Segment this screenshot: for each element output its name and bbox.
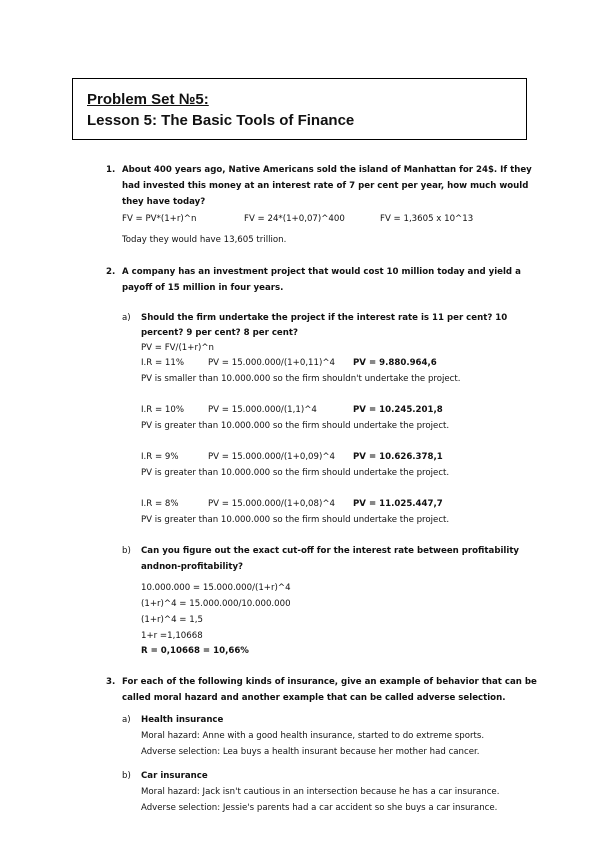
- q3a-adverse-selection: Adverse selection: Lea buys a health insurant because her mother had cancer.: [141, 747, 480, 757]
- q2a-row4-rate: I.R = 8%: [141, 499, 179, 509]
- q2b-question-line1: Can you figure out the exact cut-off for the interest rate between profitability: [141, 546, 520, 556]
- q2a-row4-result: PV = 11.025.447,7: [353, 499, 443, 509]
- q2-question-line2: payoff of 15 million in four years.: [122, 283, 284, 293]
- q2a-row1-rate: I.R = 11%: [141, 358, 185, 368]
- q2a-formula: PV = FV/(1+r)^n: [141, 343, 214, 353]
- q3a-label: a): [122, 715, 131, 725]
- q2b-step3: (1+r)^4 = 1,5: [141, 615, 203, 625]
- q1-formula-result: FV = 1,3605 x 10^13: [380, 214, 474, 224]
- q2a-row3-calc: PV = 15.000.000/(1+0,09)^4: [208, 452, 336, 462]
- title-box: [72, 78, 527, 140]
- q2a-question-line2: percent? 9 per cent? 8 per cent?: [141, 328, 298, 338]
- q1-formula-fv: FV = PV*(1+r)^n: [122, 214, 197, 224]
- q2-number: 2.: [106, 267, 116, 277]
- q3b-adverse-selection: Adverse selection: Jessie's parents had a car accident so she buys a car insurance.: [141, 803, 498, 813]
- q2b-step1: 10.000.000 = 15.000.000/(1+r)^4: [141, 583, 291, 593]
- q2a-row2-calc: PV = 15.000.000/(1,1)^4: [208, 405, 317, 415]
- q2a-label: a): [122, 313, 131, 323]
- q3b-label: b): [122, 771, 131, 781]
- q2b-step2: (1+r)^4 = 15.000.000/10.000.000: [141, 599, 291, 609]
- q1-number: 1.: [106, 165, 116, 175]
- q2b-step4: 1+r =1,10668: [141, 631, 203, 641]
- q3a-title: Health insurance: [141, 715, 224, 725]
- q2a-row2-rate: I.R = 10%: [141, 405, 185, 415]
- q2a-row1-calc: PV = 15.000.000/(1+0,11)^4: [208, 358, 336, 368]
- q3b-moral-hazard: Moral hazard: Jack isn't cautious in an intersection because he has a car insurance.: [141, 787, 500, 797]
- q3a-moral-hazard: Moral hazard: Anne with a good health insurance, started to do extreme sports.: [141, 731, 485, 741]
- q2a-row2-result: PV = 10.245.201,8: [353, 405, 443, 415]
- q2a-question-line1: Should the firm undertake the project if the interest rate is 11 per cent? 10: [141, 313, 508, 323]
- q1-answer: Today they would have 13,605 trillion.: [122, 235, 287, 245]
- q2b-label: b): [122, 546, 131, 556]
- q2a-row3-rate: I.R = 9%: [141, 452, 179, 462]
- q2a-row1-result: PV = 9.880.964,6: [353, 358, 437, 368]
- q3-question-line1: For each of the following kinds of insurance, give an example of behavior that can be: [122, 677, 537, 687]
- problem-set-title: Problem Set №5:: [87, 91, 209, 108]
- q1-question-line2: had invested this money at an interest rate of 7 per cent per year, how much would: [122, 181, 529, 191]
- q1-formula-calc: FV = 24*(1+0,07)^400: [244, 214, 345, 224]
- q2a-row3-conclusion: PV is greater than 10.000.000 so the firm should undertake the project.: [141, 468, 450, 478]
- q2a-row2-conclusion: PV is greater than 10.000.000 so the firm should undertake the project.: [141, 421, 450, 431]
- q2b-question-line2: andnon-profitability?: [141, 562, 244, 572]
- q2a-row3-result: PV = 10.626.378,1: [353, 452, 443, 462]
- q3b-title: Car insurance: [141, 771, 208, 781]
- q2-question-line1: A company has an investment project that would cost 10 million today and yield a: [122, 267, 521, 277]
- q3-question-line2: called moral hazard and another example that can be called adverse selection.: [122, 693, 506, 703]
- q2a-row4-conclusion: PV is greater than 10.000.000 so the firm should undertake the project.: [141, 515, 450, 525]
- lesson-title: Lesson 5: The Basic Tools of Finance: [87, 112, 355, 129]
- q3-number: 3.: [106, 677, 116, 687]
- q2a-row4-calc: PV = 15.000.000/(1+0,08)^4: [208, 499, 336, 509]
- q1-question-line1: About 400 years ago, Native Americans sold the island of Manhattan for 24$. If they: [122, 165, 532, 175]
- q1-question-line3: they have today?: [122, 197, 206, 207]
- q2b-result: R = 0,10668 = 10,66%: [141, 646, 249, 656]
- q2a-row1-conclusion: PV is smaller than 10.000.000 so the firm shouldn't undertake the project.: [141, 374, 461, 384]
